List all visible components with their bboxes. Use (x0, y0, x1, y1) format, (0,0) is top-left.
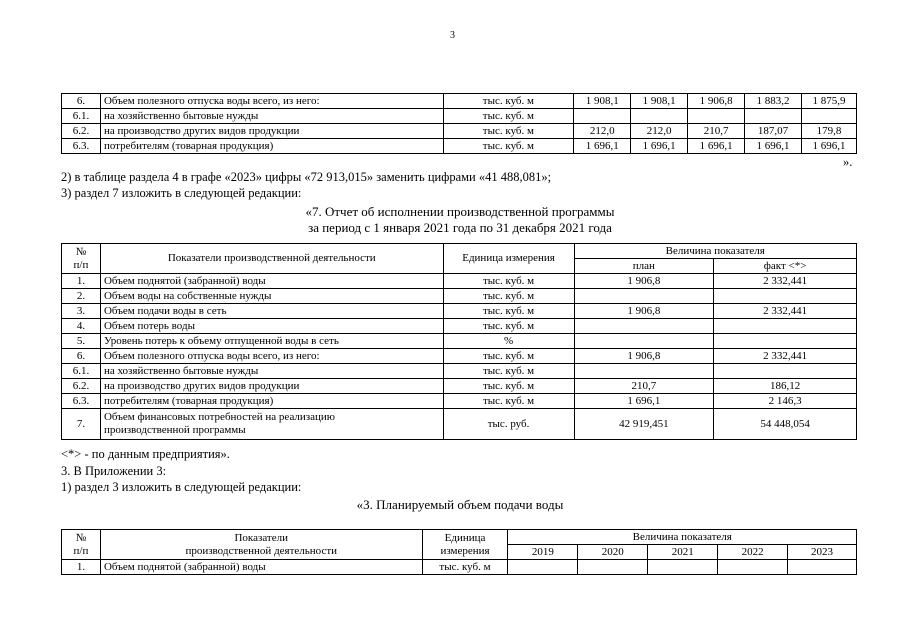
header-year: 2022 (718, 545, 788, 560)
table-cell (574, 319, 714, 334)
table-cell (574, 109, 631, 124)
table-cell: тыс. куб. м (443, 109, 574, 124)
closing-quote: ». (843, 155, 853, 169)
table-cell: 1 906,8 (688, 94, 745, 109)
section7-title-line1: «7. Отчет об исполнении производственной программы (305, 204, 615, 219)
paragraph-section3-intro: 1) раздел 3 изложить в следующей редакции: (61, 480, 302, 494)
header-indicator-line1: Показатели (234, 531, 288, 544)
table-cell: 186,12 (714, 379, 857, 394)
header-year: 2019 (508, 545, 578, 560)
table-cell: 1 696,1 (688, 139, 745, 154)
page-number: 3 (450, 30, 455, 41)
table-cell: Объем воды на собственные нужды (100, 289, 443, 304)
paragraph-section7-intro: 3) раздел 7 изложить в следующей редакции: (61, 186, 302, 200)
table-cell: на хозяйственно бытовые нужды (100, 364, 443, 379)
row-unit: тыс. руб. (443, 409, 574, 440)
table-cell: 1 883,2 (745, 94, 802, 109)
table-cell: 1 906,8 (574, 304, 714, 319)
table-cell: на хозяйственно бытовые нужды (100, 109, 443, 124)
header-year: 2021 (648, 545, 718, 560)
table-cell (574, 289, 714, 304)
section7-title (200, 204, 720, 236)
footnote: <*> - по данным предприятия». (61, 447, 230, 461)
table-cell: тыс. куб. м (443, 379, 574, 394)
table-cell: Объем полезного отпуска воды всего, из него: (100, 94, 443, 109)
table-cell: 6.2. (62, 379, 101, 394)
table-cell: 210,7 (688, 124, 745, 139)
table-row (62, 274, 857, 289)
table-row (62, 409, 857, 440)
header-year: 2020 (578, 545, 648, 560)
header-indicator-line2: производственной деятельности (185, 544, 338, 557)
header-unit (422, 530, 508, 560)
row-fact: 54 448,054 (714, 409, 857, 440)
table-row (62, 364, 857, 379)
header-num: № п/п (62, 244, 101, 274)
table-cell: 1 696,1 (631, 139, 688, 154)
table-cell: тыс. куб. м (443, 289, 574, 304)
table-cell: 210,7 (574, 379, 714, 394)
table-planned-volumes-continuation (61, 93, 857, 154)
row-indicator (100, 409, 443, 440)
header-num: № п/п (62, 530, 101, 560)
table-row (62, 124, 857, 139)
table-cell (714, 289, 857, 304)
row-plan: 42 919,451 (574, 409, 714, 440)
section7-title-line2: за период с 1 января 2021 года по 31 декабря 2021 года (308, 220, 612, 235)
table-cell (578, 560, 648, 575)
table-cell: 1 875,9 (802, 94, 857, 109)
table-cell: 1. (62, 274, 101, 289)
section3-title: «3. Планируемый объем подачи воды (356, 497, 564, 512)
table-cell (718, 560, 788, 575)
table-row (62, 560, 857, 575)
table-row (62, 304, 857, 319)
table-cell (788, 560, 857, 575)
table-cell: тыс. куб. м (443, 274, 574, 289)
table-cell: Объем полезного отпуска воды всего, из него: (100, 349, 443, 364)
paragraph-appendix3: 3. В Приложении 3: (61, 464, 167, 478)
table-cell: тыс. куб. м (443, 94, 574, 109)
table-planned-water-supply (61, 529, 857, 575)
table-cell: 1. (62, 560, 101, 575)
table-cell: 1 696,1 (574, 394, 714, 409)
table-cell: 6.3. (62, 139, 101, 154)
table-cell: тыс. куб. м (443, 364, 574, 379)
table-cell (802, 109, 857, 124)
header-indicator (100, 530, 422, 560)
table-cell (631, 109, 688, 124)
table-cell: 4. (62, 319, 101, 334)
table-cell: 6. (62, 94, 101, 109)
table-row (62, 349, 857, 364)
paragraph-table4-change: 2) в таблице раздела 4 в графе «2023» цифры «72 913,015» заменить цифрами «41 488,081»; (61, 170, 552, 184)
table-cell: 1 696,1 (745, 139, 802, 154)
table-row (62, 334, 857, 349)
table-cell: тыс. куб. м (443, 139, 574, 154)
table-cell (714, 334, 857, 349)
row-indicator-line1: Объем финансовых потребностей на реализацию (103, 411, 336, 423)
row-indicator-line2: производственной программы (103, 424, 246, 436)
table-cell: % (443, 334, 574, 349)
table-cell: тыс. куб. м (443, 394, 574, 409)
header-year: 2023 (788, 545, 857, 560)
table-cell: 6. (62, 349, 101, 364)
table-cell: тыс. куб. м (443, 304, 574, 319)
table-cell (714, 319, 857, 334)
table-cell: 5. (62, 334, 101, 349)
table-cell: на производство других видов продукции (100, 379, 443, 394)
table-cell: 2 332,441 (714, 274, 857, 289)
header-unit-line2: измерения (440, 544, 490, 557)
table-cell: 1 696,1 (574, 139, 631, 154)
table-cell: тыс. куб. м (422, 560, 508, 575)
table-cell: 2. (62, 289, 101, 304)
header-value: Величина показателя (508, 530, 857, 545)
table-cell: 2 332,441 (714, 304, 857, 319)
header-fact: факт <*> (714, 259, 857, 274)
table-cell (648, 560, 718, 575)
header-indicator: Показатели производственной деятельности (100, 244, 443, 274)
header-unit: Единица измерения (443, 244, 574, 274)
table-cell: 1 696,1 (802, 139, 857, 154)
table-cell (714, 364, 857, 379)
table-cell: Уровень потерь к объему отпущенной воды в сеть (100, 334, 443, 349)
table-cell: 1 906,8 (574, 274, 714, 289)
table-row (62, 94, 857, 109)
table-cell: 187,07 (745, 124, 802, 139)
table-cell (745, 109, 802, 124)
table-cell: 2 146,3 (714, 394, 857, 409)
table-cell: на производство других видов продукции (100, 124, 443, 139)
row-num: 7. (62, 409, 101, 440)
header-unit-line1: Единица (444, 531, 486, 544)
table-cell: потребителям (товарная продукция) (100, 394, 443, 409)
table-cell: Объем потерь воды (100, 319, 443, 334)
table-row (62, 379, 857, 394)
table-cell: 6.3. (62, 394, 101, 409)
table-cell: 179,8 (802, 124, 857, 139)
header-plan: план (574, 259, 714, 274)
table-cell: 3. (62, 304, 101, 319)
table-cell: 1 908,1 (631, 94, 688, 109)
table-cell: 6.1. (62, 109, 101, 124)
table-program-execution-report (61, 243, 857, 440)
table-row (62, 319, 857, 334)
table-cell: 1 908,1 (574, 94, 631, 109)
table-cell: Объем поднятой (забранной) воды (100, 274, 443, 289)
table-cell: потребителям (товарная продукция) (100, 139, 443, 154)
header-value: Величина показателя (574, 244, 857, 259)
table-cell: 2 332,441 (714, 349, 857, 364)
table-cell: 1 906,8 (574, 349, 714, 364)
table-row (62, 289, 857, 304)
table-row (62, 139, 857, 154)
table-cell: 212,0 (574, 124, 631, 139)
table-cell: 6.1. (62, 364, 101, 379)
table-cell: 212,0 (631, 124, 688, 139)
table-cell: тыс. куб. м (443, 124, 574, 139)
table-row (62, 109, 857, 124)
table-cell: 6.2. (62, 124, 101, 139)
table-cell (688, 109, 745, 124)
table-cell (574, 334, 714, 349)
table-cell (508, 560, 578, 575)
table-cell: Объем поднятой (забранной) воды (100, 560, 422, 575)
table-cell: Объем подачи воды в сеть (100, 304, 443, 319)
table-row (62, 394, 857, 409)
table-cell: тыс. куб. м (443, 349, 574, 364)
table-cell (574, 364, 714, 379)
table-cell: тыс. куб. м (443, 319, 574, 334)
